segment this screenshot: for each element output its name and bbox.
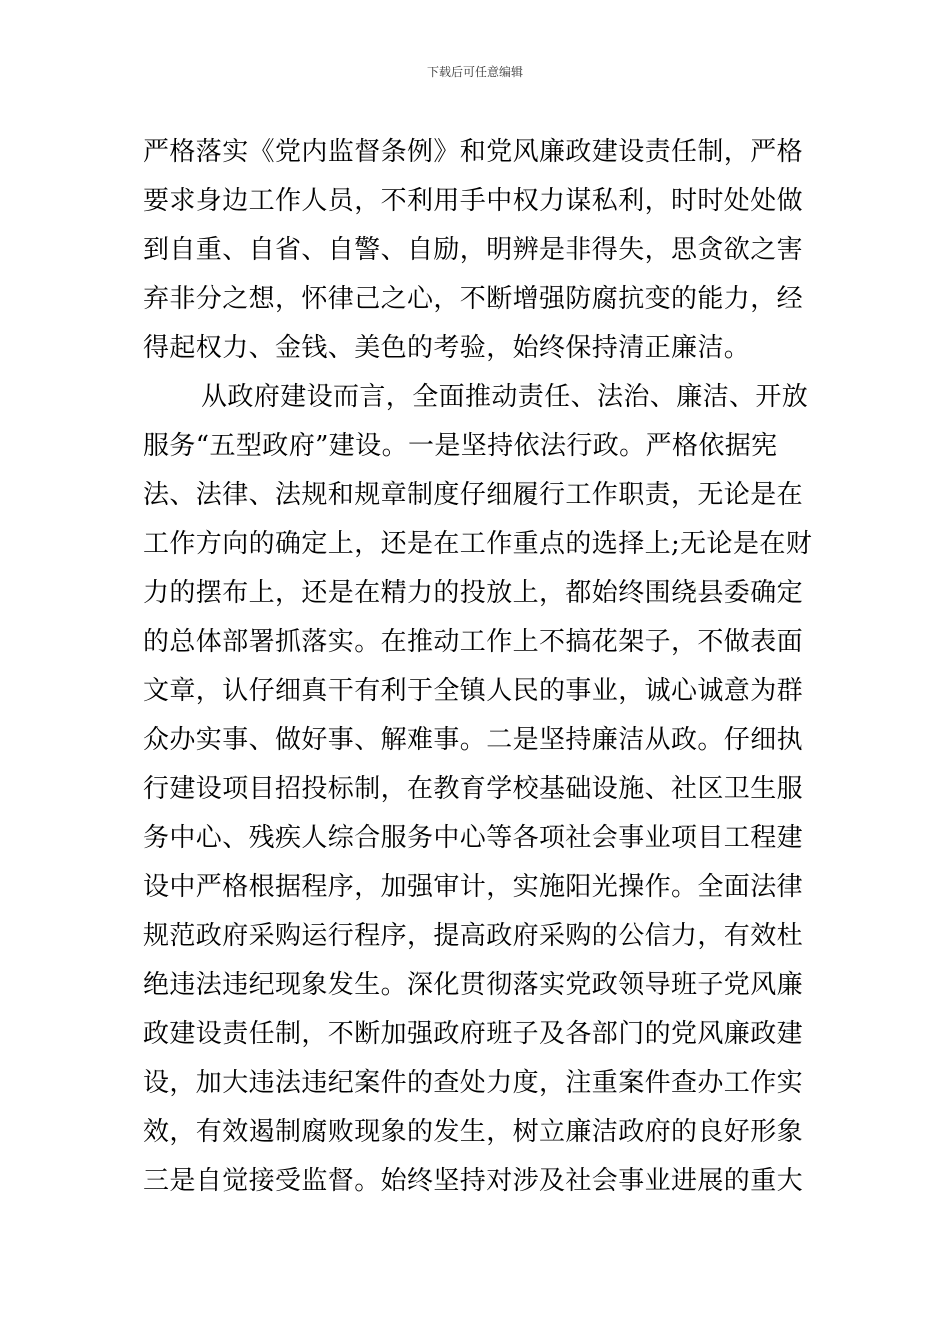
text-line: 文章，认仔细真干有利于全镇人民的事业，诚心诚意为群 — [143, 676, 804, 706]
body-text — [143, 128, 823, 1206]
text-line: 绝违法违纪现象发生。深化贯彻落实党政领导班子党风廉 — [143, 970, 804, 1000]
text-line: 严格落实《党内监督条例》和党风廉政建设责任制，严格 — [143, 137, 804, 167]
text-line: 设，加大违法违纪案件的查处力度，注重案件查办工作实 — [143, 1068, 804, 1098]
text-line: 效，有效遏制腐败现象的发生，树立廉洁政府的良好形象 — [143, 1117, 804, 1147]
text-line: 弃非分之想，怀律己之心，不断增强防腐抗变的能力，经 — [143, 284, 804, 314]
text-line: 到自重、自省、自警、自励，明辨是非得失，思贪欲之害 — [143, 235, 804, 265]
text-line: 法、法律、法规和规章制度仔细履行工作职责，无论是在 — [143, 480, 804, 510]
text-line: 规范政府采购运行程序，提高政府采购的公信力，有效杜 — [143, 921, 804, 951]
text-line: 三是自觉接受监督。始终坚持对涉及社会事业进展的重大 — [143, 1166, 804, 1196]
text-line: 务中心、残疾人综合服务中心等各项社会事业项目工程建 — [143, 823, 804, 853]
text-line: 设中严格根据程序，加强审计，实施阳光操作。全面法律 — [143, 872, 804, 902]
text-line: 众办实事、做好事、解难事。二是坚持廉洁从政。仔细执 — [143, 725, 804, 755]
text-line: 工作方向的确定上，还是在工作重点的选择上;无论是在财 — [143, 529, 813, 559]
paragraph-start-line: 从政府建设而言，全面推动责任、法治、廉洁、开放 — [201, 382, 809, 412]
header-note: 下载后可任意编辑 — [426, 65, 523, 79]
text-line: 服务“五型政府”建设。一是坚持依法行政。严格依据宪 — [143, 431, 778, 461]
text-line: 得起权力、金钱、美色的考验，始终保持清正廉洁。 — [143, 333, 751, 363]
text-line: 行建设项目招投标制，在教育学校基础设施、社区卫生服 — [143, 774, 804, 804]
text-line: 力的摆布上，还是在精力的投放上，都始终围绕县委确定 — [143, 578, 804, 608]
text-line: 的总体部署抓落实。在推动工作上不搞花架子，不做表面 — [143, 627, 804, 657]
text-line: 要求身边工作人员，不利用手中权力谋私利，时时处处做 — [143, 186, 804, 216]
text-line: 政建设责任制，不断加强政府班子及各部门的党风廉政建 — [143, 1019, 804, 1049]
